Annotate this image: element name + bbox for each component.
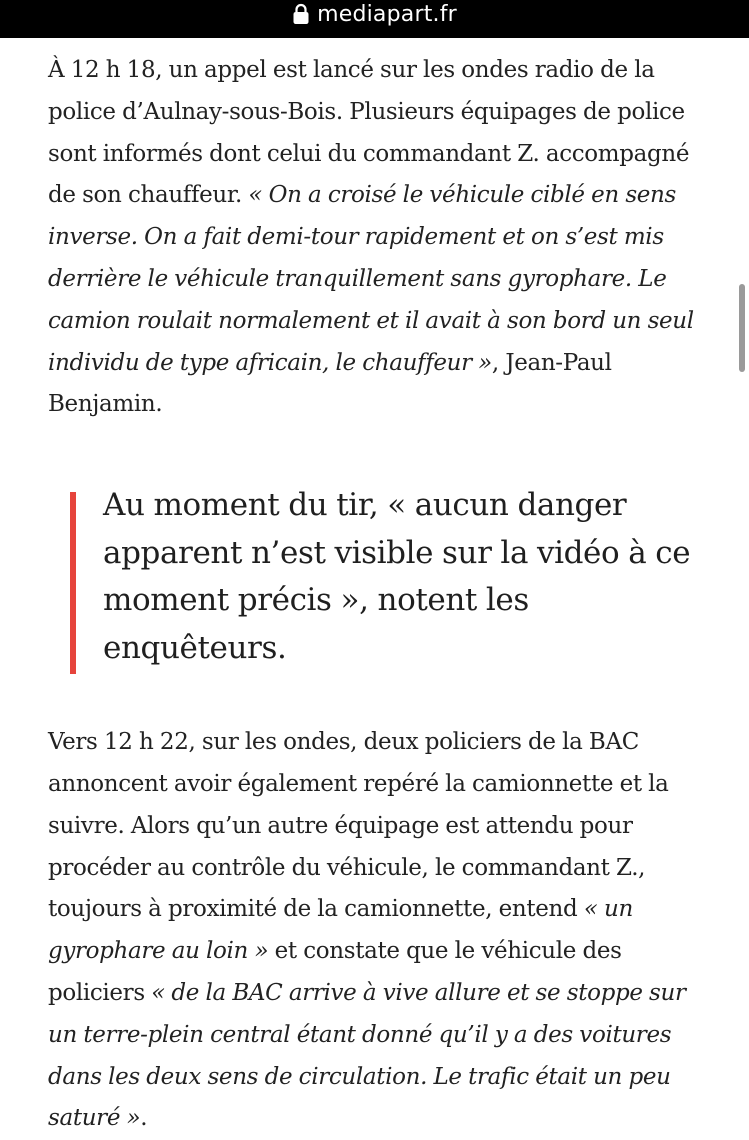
article-body [48, 50, 718, 1140]
lock-icon [292, 3, 310, 25]
address-field[interactable] [292, 1, 457, 27]
paragraph-text: Vers 12 h 22, sur les ondes, deux policiers de la BAC annoncent avoir également repéré la camionnette et la suivre. Alors qu’un autre équipage est attendu pour procéder au contrôle du véhicule, le commandant Z., toujours à proximité de la camionnette, entend [48, 729, 669, 923]
pull-quote-accent-bar [70, 492, 76, 674]
pull-quote [48, 482, 718, 672]
paragraph-text: À 12 h 18, un appel est lancé sur les ondes radio de la police d’Aulnay-sous-Bois. Plusieurs équipages de police sont informés dont celui du commandant Z. accompagné de son chauffeur. [48, 57, 690, 209]
inline-quote: « de la BAC arrive à vive allure et se stoppe sur un terre-plein central étant donné qu’il y a des voitures dans les deux sens de circulation. Le trafic était un peu saturé » [48, 979, 686, 1132]
pull-quote-text: Au moment du tir, « aucun danger apparent n’est visible sur la vidéo à ce moment précis », notent les enquêteurs. [103, 487, 691, 666]
paragraph-text: . [140, 1105, 148, 1132]
paragraph-text: et constate que le véhicule des policiers [48, 938, 622, 1006]
article-paragraph [48, 722, 718, 1140]
url-text: mediapart.fr [317, 1, 457, 27]
inline-quote: « un gyrophare au loin » [48, 896, 633, 965]
witness-quote: « On a croisé le véhicule ciblé en sens inverse. On a fait demi-tour rapidement et on s’est mis derrière le véhicule tranquillement sans gyrophare. Le camion roulait normalement et il avait à son bord un seul individu de type africain, le chauffeur » [48, 182, 694, 376]
paragraph-text: , Jean-Paul Benjamin. [48, 349, 612, 418]
scrollbar-thumb[interactable] [739, 284, 745, 372]
browser-address-bar[interactable] [0, 0, 749, 38]
article-paragraph [48, 50, 718, 426]
